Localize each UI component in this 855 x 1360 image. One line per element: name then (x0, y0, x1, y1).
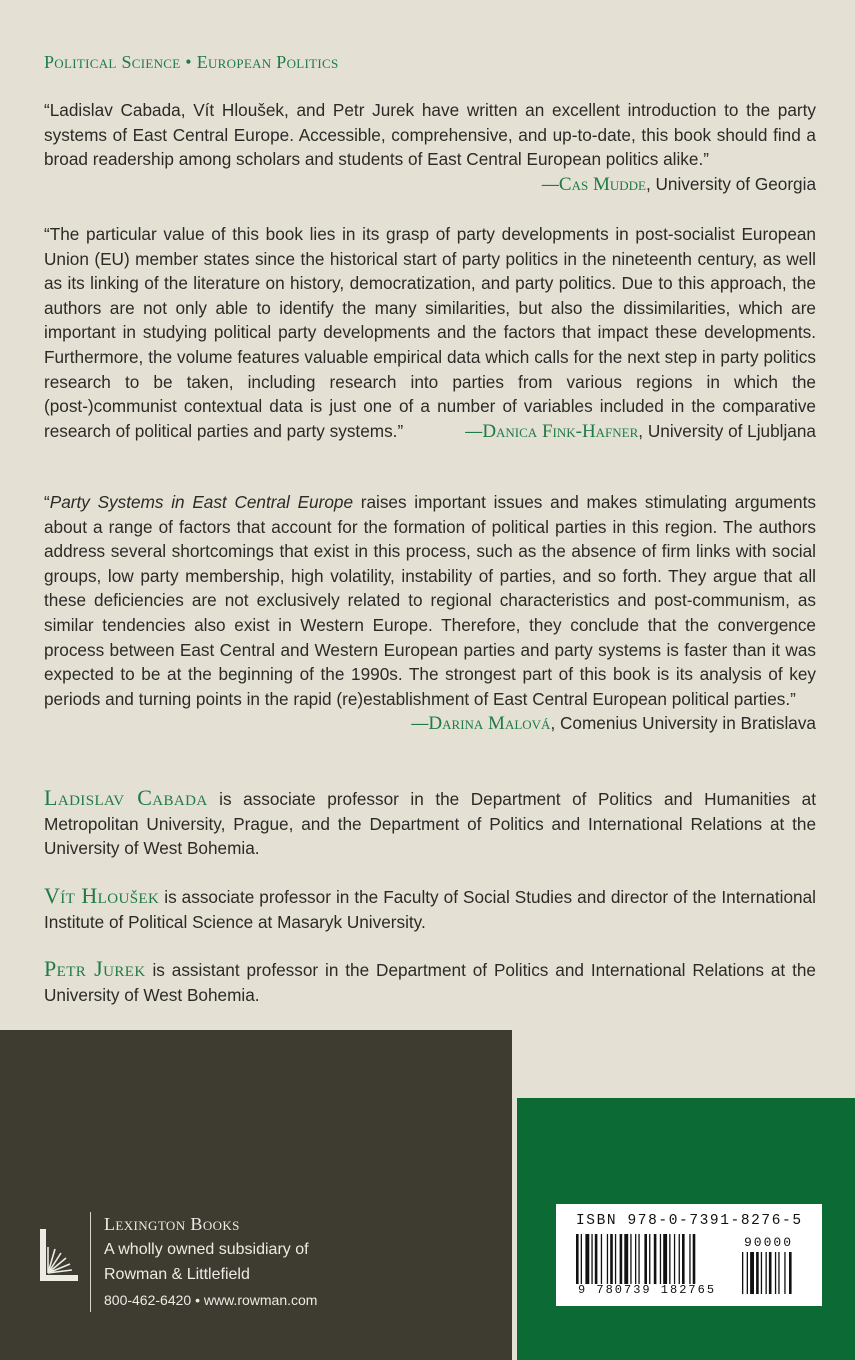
series-category: Political Science • European Politics (44, 52, 339, 72)
publisher-line-1: A wholly owned subsidiary of (104, 1241, 309, 1258)
endorsement-quote-1 (44, 98, 816, 197)
book-title: Party Systems in East Central Europe (49, 492, 353, 512)
quote-body: “The particular value of this book lies in its grasp of party developments in post-socialist European Union (EU) member states since the historical start of party politics in the nineteenth century, as well as its linking of the literature on history, democratization, and party politics. Due to this approach, the authors are not only able to identify the many similarities, but also the dissimilarities, which are important in studying political party developments and the factors that impact these developments. Furthermore, the volume features valuable empirical data which calls for the next step in party politics research to be taken, including research into parties from various regions in which the (post-)communist contextual data is just one of a number of variables included in the comparative research of political parties and party systems.” (44, 224, 816, 441)
barcode-digits: 9 780739 182765 (578, 1283, 717, 1297)
quote-text: “Ladislav Cabada, Vít Hloušek, and Petr Jurek have written an excellent introduction to the party systems of East Central Europe. Accessible, comprehensive, and up-to-date, this book should find a broad readership among scholars and students of East Central European politics alike.” (44, 100, 816, 170)
author-bio-2 (44, 884, 816, 934)
endorser-name: Cas Mudde (558, 173, 646, 195)
attribution-dash: — (541, 173, 559, 194)
price-code: 90000 (744, 1235, 794, 1250)
publisher-name: Lexington Books (104, 1214, 240, 1234)
quote-body: raises important issues and makes stimulating arguments about a range of factors that account for the formation of political parties in this region. The authors address several shortcomings that exist in this process, such as the absence of firm links with social groups, low party membership, high volatility, instability of parties, and so forth. They argue that all these deficiencies are not exclusively related to regional characteristics and post-communism, as similar tendencies also exist in Western Europe. Therefore, they conclude that the convergence process between East Central and Western European parties and party systems is faster than it was expected to be at the beginning of the 1990s. The strongest part of this book is its analysis of key periods and turning points in the rapid (re)establishment of East Central European political parties.” (44, 492, 816, 709)
attribution-dash: — (411, 713, 429, 734)
author-name: Ladislav Cabada (44, 785, 208, 810)
endorser-affiliation: , University of Georgia (645, 173, 816, 194)
author-bio-1 (44, 786, 816, 861)
author-bio-3 (44, 957, 816, 1007)
quote-text (44, 490, 816, 711)
isbn-barcode (556, 1204, 822, 1306)
publisher-divider (90, 1212, 91, 1312)
publisher-contact: 800-462-6420 • www.rowman.com (104, 1292, 318, 1308)
endorsement-quote-2 (44, 222, 816, 444)
author-name: Petr Jurek (44, 956, 146, 981)
author-bio-text: is associate professor in the Faculty of Social Studies and director of the International Institute of Political Science at Masaryk University. (44, 887, 816, 932)
publisher-info (104, 1212, 317, 1313)
endorser-name: Danica Fink-Hafner (482, 420, 639, 442)
author-bio-text: is associate professor in the Department of Politics and Humanities at Metropolitan University, Prague, and the Department of Politics and International Relations at the University of West Bohemia. (44, 789, 816, 859)
quote-text (44, 222, 816, 443)
publisher-line-2: Rowman & Littlefield (104, 1266, 250, 1283)
quote-open-mark: “ (44, 492, 50, 512)
endorser-affiliation: , University of Ljubljana (638, 420, 816, 441)
author-name: Vít Hloušek (44, 883, 160, 908)
isbn-text: ISBN 978-0-7391-8276-5 (576, 1213, 803, 1229)
endorser-name: Darina Malová (428, 713, 551, 735)
endorser-affiliation: , Comenius University in Bratislava (550, 713, 816, 734)
quote-attribution (44, 172, 816, 198)
lexington-logo-icon (38, 1225, 80, 1283)
endorsement-quote-3 (44, 490, 816, 737)
quote-attribution (44, 711, 816, 737)
attribution-dash: — (465, 420, 483, 441)
author-bio-text: is assistant professor in the Department of Politics and International Relations at the University of West Bohemia. (44, 960, 816, 1005)
